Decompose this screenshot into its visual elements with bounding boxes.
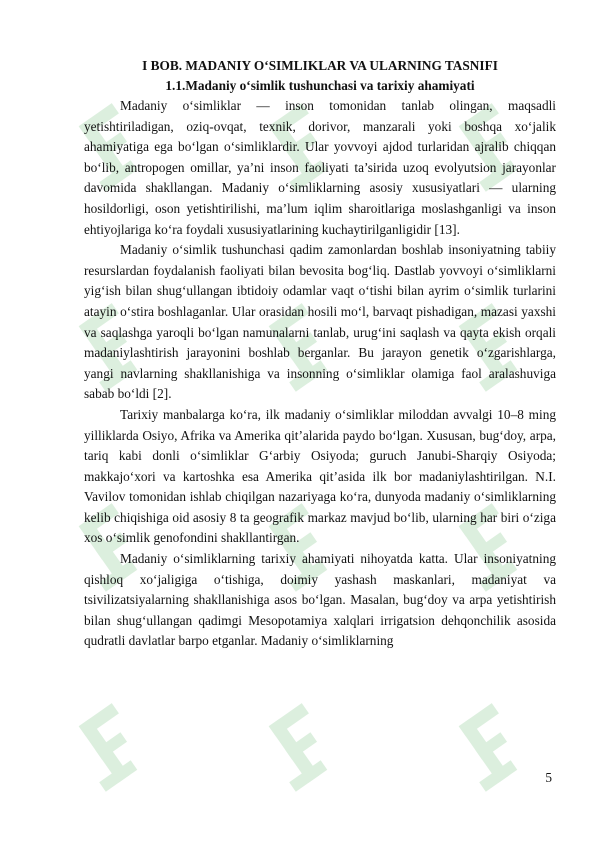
paragraph-origin: Madaniy o‘simlik tushunchasi qadim zamonlardan boshlab insoniyatning tabiiy resurslardan foydalanish faoliyati bilan bevosita bog‘liq. Dastlab yovvoyi o‘simliklarni yig‘ish bilan shug‘ullangan ibtidoiy odamlar vaqt o‘tishi bilan ayrim o‘simlik turlarini atayin o‘stira boshlaganlar. Ular orasidan hosili mo‘l, barvaqt pishadigan, mazasi yaxshi va saqlashga yaroqli bo‘lgan namunalarni tanlab, urug‘ini saqlash va qayta ekish orqali madaniylashtirish jarayonini boshlab berganlar. Bu jarayon genetik o‘zgarishlarga, yangi navlarning shakllanishiga va insonning o‘simliklar olamiga faol aralashuviga sabab bo‘ldi [2]. (84, 242, 556, 402)
page-number: 5 (545, 770, 552, 785)
watermark-icon (250, 700, 346, 796)
paragraph-definition: Madaniy o‘simliklar — inson tomonidan tanlab olingan, maqsadli yetishtiriladigan, oziq-ovqat, texnik, dorivor, manzarali yoki boshqa xo‘jalik ahamiyatiga ega bo‘lgan o‘simliklardir. Ular yovvoyi ajdod turlaridan ajralib chiqqan bo‘lib, antropogen omillar, ya’ni inson faoliyati ta’sirida uzoq evolyutsion jarayonlar davomida shakllangan. Madaniy o‘simliklarning asosiy xususiyatlari — ularning hosildorligi, oson yetishtirilishi, ma’lum iqlim sharoitlariga moslashganligi va inson ehtiyojlariga ko‘ra foydali xususiyatlarining kuchaytirilganligidir [13]. (84, 98, 556, 237)
paragraph-history-sources: Tarixiy manbalarga ko‘ra, ilk madaniy o‘simliklar miloddan avvalgi 10–8 ming yilliklarda Osiyo, Afrika va Amerika qit’alarida paydo bo‘lgan. Xususan, bug‘doy, arpa, tariq kabi donli o‘simliklar G‘arbiy Osiyoda; guruch Janubi-Sharqiy Osiyoda; makkajo‘xori va kartoshka esa Amerika qit’asida ilk bor madaniylashtirilgan. N.I. Vavilov tomonidan ishlab chiqilgan nazariyaga ko‘ra, dunyoda madaniy o‘simliklarning kelib chiqishiga oid asosiy 8 ta geografik markaz mavjud bo‘lib, ularning har biri o‘ziga xos o‘simlik genofondini shakllantirgan. (84, 406, 556, 546)
chapter-title: I BOB. MADANIY O‘SIMLIKLAR VA ULARNING TASNIFI (142, 58, 498, 73)
watermark-icon (440, 700, 536, 796)
page-body (84, 56, 556, 652)
watermark-icon (60, 700, 156, 796)
section-title: 1.1.Madaniy o‘simlik tushunchasi va tarixiy ahamiyati (165, 78, 475, 93)
paragraph-historical-importance: Madaniy o‘simliklarning tarixiy ahamiyati nihoyatda katta. Ular insoniyatning qishloq xo‘jaligiga o‘tishiga, doimiy yashash maskanlari, madaniyat va tsivilizatsiyalarning shakllanishiga asos bo‘lgan. Masalan, bug‘doy va arpa yetishtirish bilan shug‘ullangan qadimgi Mesopotamiya xalqlari irrigatsion dehqonchilik asosida qudratli davlatlar barpo etganlar. Madaniy o‘simliklarning (84, 551, 556, 649)
